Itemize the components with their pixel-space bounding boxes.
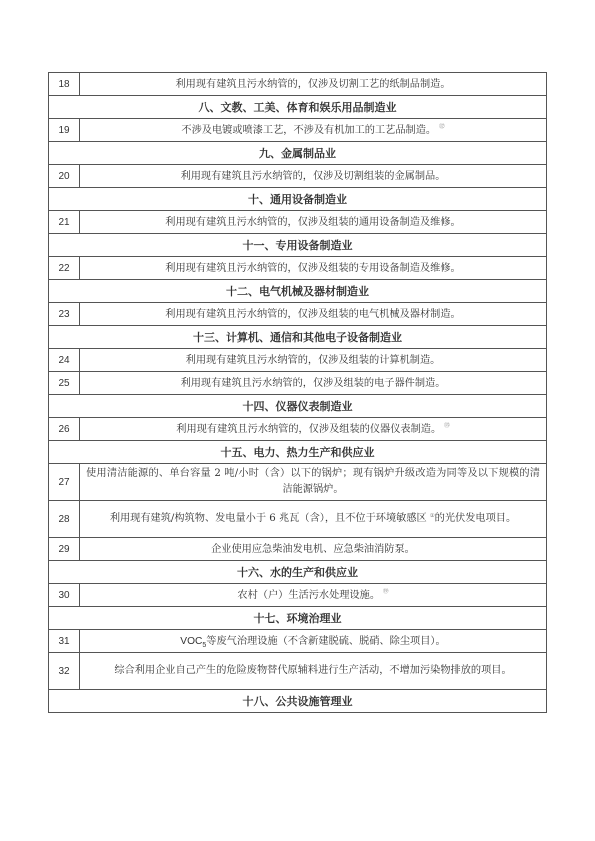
table-row — [49, 165, 547, 188]
category-title: 八、文教、工美、体育和娱乐用品制造业 — [49, 96, 547, 119]
item-text: 利用现有建筑且污水纳管的，仅涉及组装的专用设备制造及维修。 — [165, 262, 461, 274]
table-row — [49, 119, 547, 142]
category-row — [49, 280, 547, 303]
footnote-mark: ⑫ — [439, 124, 445, 131]
table-row — [49, 418, 547, 441]
item-number: 18 — [49, 73, 80, 96]
category-row — [49, 326, 547, 349]
item-text: 使用清洁能源的、单台容量 2 吨/小时（含）以下的锅炉；现有锅炉升级改造为同等及以下规模的清洁能源锅炉。 — [86, 468, 540, 495]
category-row — [49, 96, 547, 119]
table-row — [49, 73, 547, 96]
item-description — [80, 418, 547, 441]
item-number: 27 — [49, 464, 80, 501]
category-row — [49, 607, 547, 630]
category-title: 十八、公共设施管理业 — [49, 690, 547, 713]
item-description — [80, 257, 547, 280]
item-text: 不涉及电镀或喷漆工艺，不涉及有机加工的工艺品制造。 — [181, 124, 437, 136]
category-title: 十三、计算机、通信和其他电子设备制造业 — [49, 326, 547, 349]
item-number: 21 — [49, 211, 80, 234]
category-row — [49, 561, 547, 584]
category-title: 十、通用设备制造业 — [49, 188, 547, 211]
category-title: 十一、专用设备制造业 — [49, 234, 547, 257]
item-description — [80, 119, 547, 142]
item-description — [80, 501, 547, 538]
item-text: 等废气治理设施（不含新建脱硫、脱硝、除尘项目）。 — [206, 635, 446, 647]
item-text: 利用现有建筑且污水纳管的，仅涉及组装的电子器件制造。 — [180, 377, 446, 389]
category-row — [49, 690, 547, 713]
category-title: 九、金属制品业 — [49, 142, 547, 165]
item-description — [80, 165, 547, 188]
item-number: 24 — [49, 349, 80, 372]
table-row — [49, 653, 547, 690]
item-text: 利用现有建筑且污水纳管的，仅涉及切割组装的金属制品。 — [180, 170, 446, 182]
item-text: 利用现有建筑且污水纳管的，仅涉及切割工艺的纸制品制造。 — [175, 78, 451, 90]
table-row — [49, 538, 547, 561]
category-title: 十五、电力、热力生产和供应业 — [49, 441, 547, 464]
table-row — [49, 257, 547, 280]
item-text: 利用现有建筑且污水纳管的，仅涉及组装的通用设备制造及维修。 — [165, 216, 461, 228]
item-description — [80, 653, 547, 690]
item-description — [80, 303, 547, 326]
footnote-mark: ⑬ — [444, 423, 450, 430]
category-title: 十七、环境治理业 — [49, 607, 547, 630]
category-row — [49, 188, 547, 211]
category-title: 十二、电气机械及器材制造业 — [49, 280, 547, 303]
category-row — [49, 441, 547, 464]
item-number: 22 — [49, 257, 80, 280]
item-number: 19 — [49, 119, 80, 142]
table-row — [49, 630, 547, 653]
document-page — [48, 72, 547, 713]
item-text-continued: 的光伏发电项目。 — [434, 513, 517, 524]
item-number: 26 — [49, 418, 80, 441]
table-row — [49, 584, 547, 607]
table-row — [49, 501, 547, 538]
table-row — [49, 211, 547, 234]
item-number: 23 — [49, 303, 80, 326]
item-description — [80, 73, 547, 96]
item-text: 综合利用企业自己产生的危险废物替代原辅料进行生产活动，不增加污染物排放的项目。 — [114, 665, 512, 676]
item-number: 29 — [49, 538, 80, 561]
item-text: 利用现有建筑且污水纳管的，仅涉及组装的仪器仪表制造。 — [176, 423, 442, 435]
category-title: 十四、仪器仪表制造业 — [49, 395, 547, 418]
category-row — [49, 234, 547, 257]
item-description — [80, 538, 547, 561]
item-number: 20 — [49, 165, 80, 188]
table-body — [49, 73, 547, 713]
category-row — [49, 395, 547, 418]
item-text: 利用现有建筑且污水纳管的，仅涉及组装的电气机械及器材制造。 — [165, 308, 461, 320]
item-text: 利用现有建筑且污水纳管的，仅涉及组装的计算机制造。 — [185, 354, 441, 366]
voc-label: VOC — [180, 635, 203, 647]
item-description — [80, 464, 547, 501]
table-row — [49, 464, 547, 501]
item-text: 利用现有建筑/构筑物、发电量小于 6 兆瓦（含），且不位于环境敏感区 — [109, 513, 427, 524]
item-description — [80, 630, 547, 653]
category-title: 十六、水的生产和供应业 — [49, 561, 547, 584]
industry-list-table — [48, 72, 547, 713]
footnote-mark: ① — [429, 512, 435, 519]
table-row — [49, 349, 547, 372]
table-row — [49, 303, 547, 326]
table-row — [49, 372, 547, 395]
item-description — [80, 584, 547, 607]
footnote-mark: ⑲ — [383, 589, 389, 596]
item-number: 30 — [49, 584, 80, 607]
category-row — [49, 142, 547, 165]
item-number: 32 — [49, 653, 80, 690]
voc-subscript: 5 — [202, 641, 207, 649]
item-description — [80, 349, 547, 372]
item-description — [80, 211, 547, 234]
item-text: 农村（户）生活污水处理设施。 — [237, 589, 381, 601]
item-description — [80, 372, 547, 395]
item-number: 25 — [49, 372, 80, 395]
item-text: 企业使用应急柴油发电机、应急柴油消防泵。 — [211, 543, 415, 555]
item-number: 28 — [49, 501, 80, 538]
item-number: 31 — [49, 630, 80, 653]
